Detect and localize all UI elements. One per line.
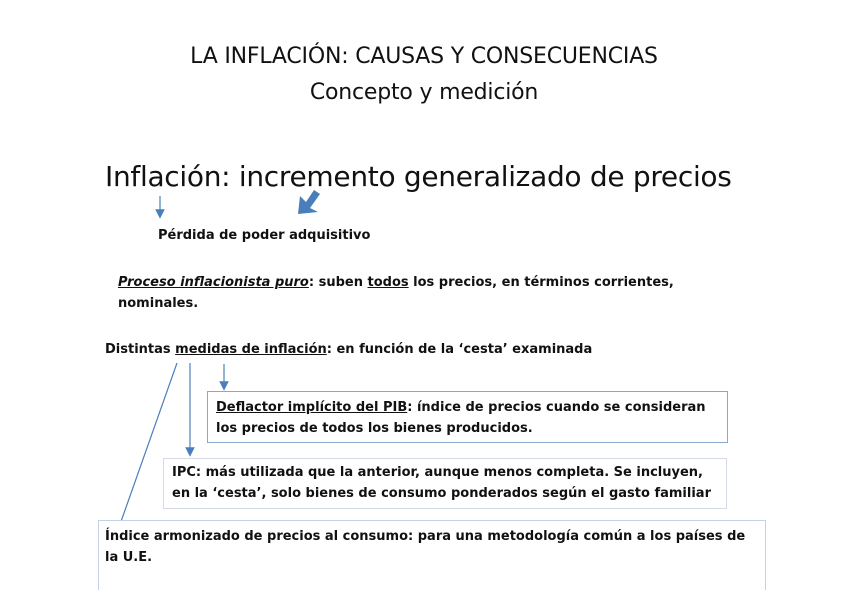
loss-text: Pérdida de poder adquisitivo	[158, 228, 371, 243]
title-line-1: LA INFLACIÓN: CAUSAS Y CONSECUENCIAS	[190, 44, 658, 69]
process-term: Proceso inflacionista puro	[118, 275, 309, 290]
main-heading: Inflación: incremento generalizado de precios	[105, 160, 732, 193]
block-arrow-icon	[298, 190, 320, 214]
process-paragraph	[118, 272, 738, 314]
ipca-text: Índice armonizado de precios al consumo: para una metodología común a los países de la U.E.	[105, 529, 746, 565]
title-line-2: Concepto y medición	[309, 80, 539, 105]
measures-suffix: : en función de la ‘cesta’ examinada	[326, 342, 593, 357]
deflator-term: Deflactor implícito del PIB	[216, 400, 408, 415]
deflator-text: : índice de precios cuando se consideran los precios de todos los bienes producidos.	[216, 400, 706, 436]
process-text-2: los precios, en términos corrientes, nominales.	[118, 275, 674, 311]
process-text-1: : suben	[308, 275, 368, 290]
ipc-box	[163, 458, 727, 509]
measures-line	[105, 342, 592, 357]
measures-term: medidas de inflación	[175, 342, 327, 357]
measures-prefix: Distintas	[105, 342, 176, 357]
deflator-box	[207, 391, 728, 443]
ipca-box	[98, 520, 766, 590]
process-strong: todos	[367, 275, 409, 290]
ipc-text: IPC: más utilizada que la anterior, aunque menos completa. Se incluyen, en la ‘cesta’, solo bienes de consumo ponderados según el gasto familiar	[172, 465, 711, 501]
